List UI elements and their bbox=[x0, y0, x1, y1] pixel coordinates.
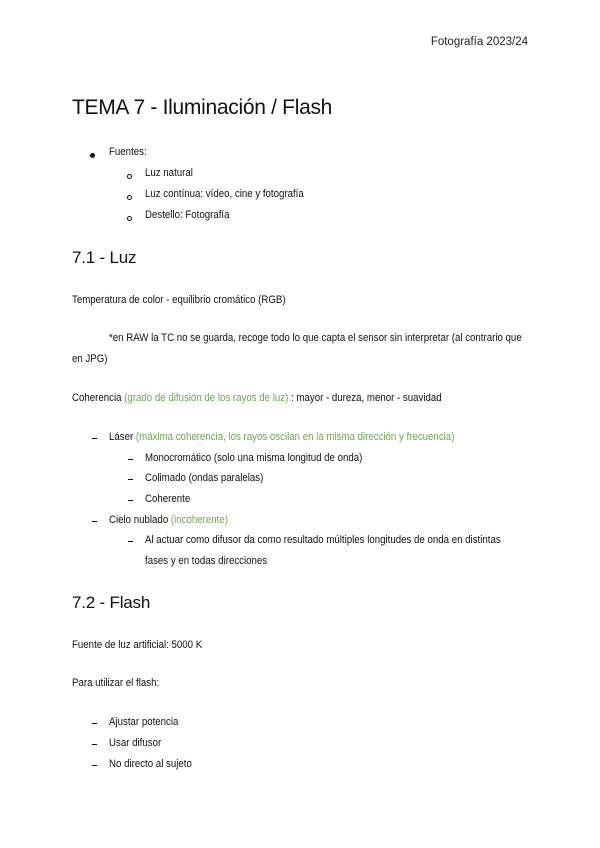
bullet-dash-icon bbox=[92, 723, 97, 724]
coherence-rest: : mayor - dureza, menor - suavidad bbox=[291, 392, 442, 404]
fuentes-item: Luz contínua: vídeo, cine y fotografía bbox=[145, 188, 304, 200]
bullet-dash-icon bbox=[128, 479, 133, 480]
bullet-dash-icon bbox=[128, 459, 133, 460]
bullet-dash-icon bbox=[92, 521, 97, 522]
cielo-line bbox=[109, 514, 228, 526]
bullet-dash-icon bbox=[92, 765, 97, 766]
bullet-dash-icon bbox=[128, 500, 133, 501]
page-title: TEMA 7 - Iluminación / Flash bbox=[72, 96, 333, 119]
section-heading-7-1: 7.1 - Luz bbox=[72, 248, 137, 267]
bullet-dash-icon bbox=[92, 744, 97, 745]
raw-note-line-2: en JPG) bbox=[72, 353, 108, 365]
bullet-circle-icon bbox=[127, 216, 132, 221]
cielo-note: (incoherente) bbox=[170, 514, 228, 526]
laser-label: Láser bbox=[109, 431, 134, 443]
bullet-circle-icon bbox=[127, 174, 132, 179]
raw-note-line-1: *en RAW la TC no se guarda, recoge todo lo que capta el sensor sin interpretar (al contrario que bbox=[109, 332, 522, 344]
bullet-circle-icon bbox=[127, 195, 132, 200]
cielo-label: Cielo nublado bbox=[109, 514, 169, 526]
flash-item: Usar difusor bbox=[109, 737, 162, 749]
fuentes-item: Luz natural bbox=[145, 167, 193, 179]
bullet-dash-icon bbox=[92, 438, 97, 439]
section-heading-7-2: 7.2 - Flash bbox=[72, 593, 151, 612]
laser-item: Coherente bbox=[145, 493, 191, 505]
laser-note: (máxima coherencia, los rayos oscilan en la misma dirección y frecuencia) bbox=[135, 431, 455, 443]
coherence-label: Coherencia bbox=[72, 392, 122, 404]
coherence-note: (grado de difusión de los rayos de luz) bbox=[124, 392, 289, 404]
bullet-dot-icon bbox=[90, 153, 95, 158]
flash-item: No directo al sujeto bbox=[109, 758, 192, 770]
cielo-item-line-1: Al actuar como difusor da como resultado múltiples longitudes de onda en distintas bbox=[145, 534, 501, 546]
laser-item: Colimado (ondas paralelas) bbox=[145, 472, 264, 484]
temperature-line: Temperatura de color - equilibrio cromático (RGB) bbox=[72, 294, 286, 306]
coherence-line bbox=[72, 392, 442, 404]
laser-item: Monocromático (solo una misma longitud de onda) bbox=[145, 452, 363, 464]
bullet-dash-icon bbox=[128, 541, 133, 542]
flash-usage-intro: Para utilizar el flash: bbox=[72, 677, 160, 689]
cielo-item-line-2: fases y en todas direcciones bbox=[145, 555, 268, 567]
flash-item: Ajustar potencia bbox=[109, 716, 179, 728]
laser-line bbox=[109, 431, 454, 443]
page-header: Fotografía 2023/24 bbox=[430, 36, 528, 48]
fuentes-item: Destello: Fotografía bbox=[145, 209, 230, 221]
fuentes-label: Fuentes: bbox=[109, 146, 147, 158]
flash-source-line: Fuente de luz artificial: 5000 K bbox=[72, 639, 203, 651]
